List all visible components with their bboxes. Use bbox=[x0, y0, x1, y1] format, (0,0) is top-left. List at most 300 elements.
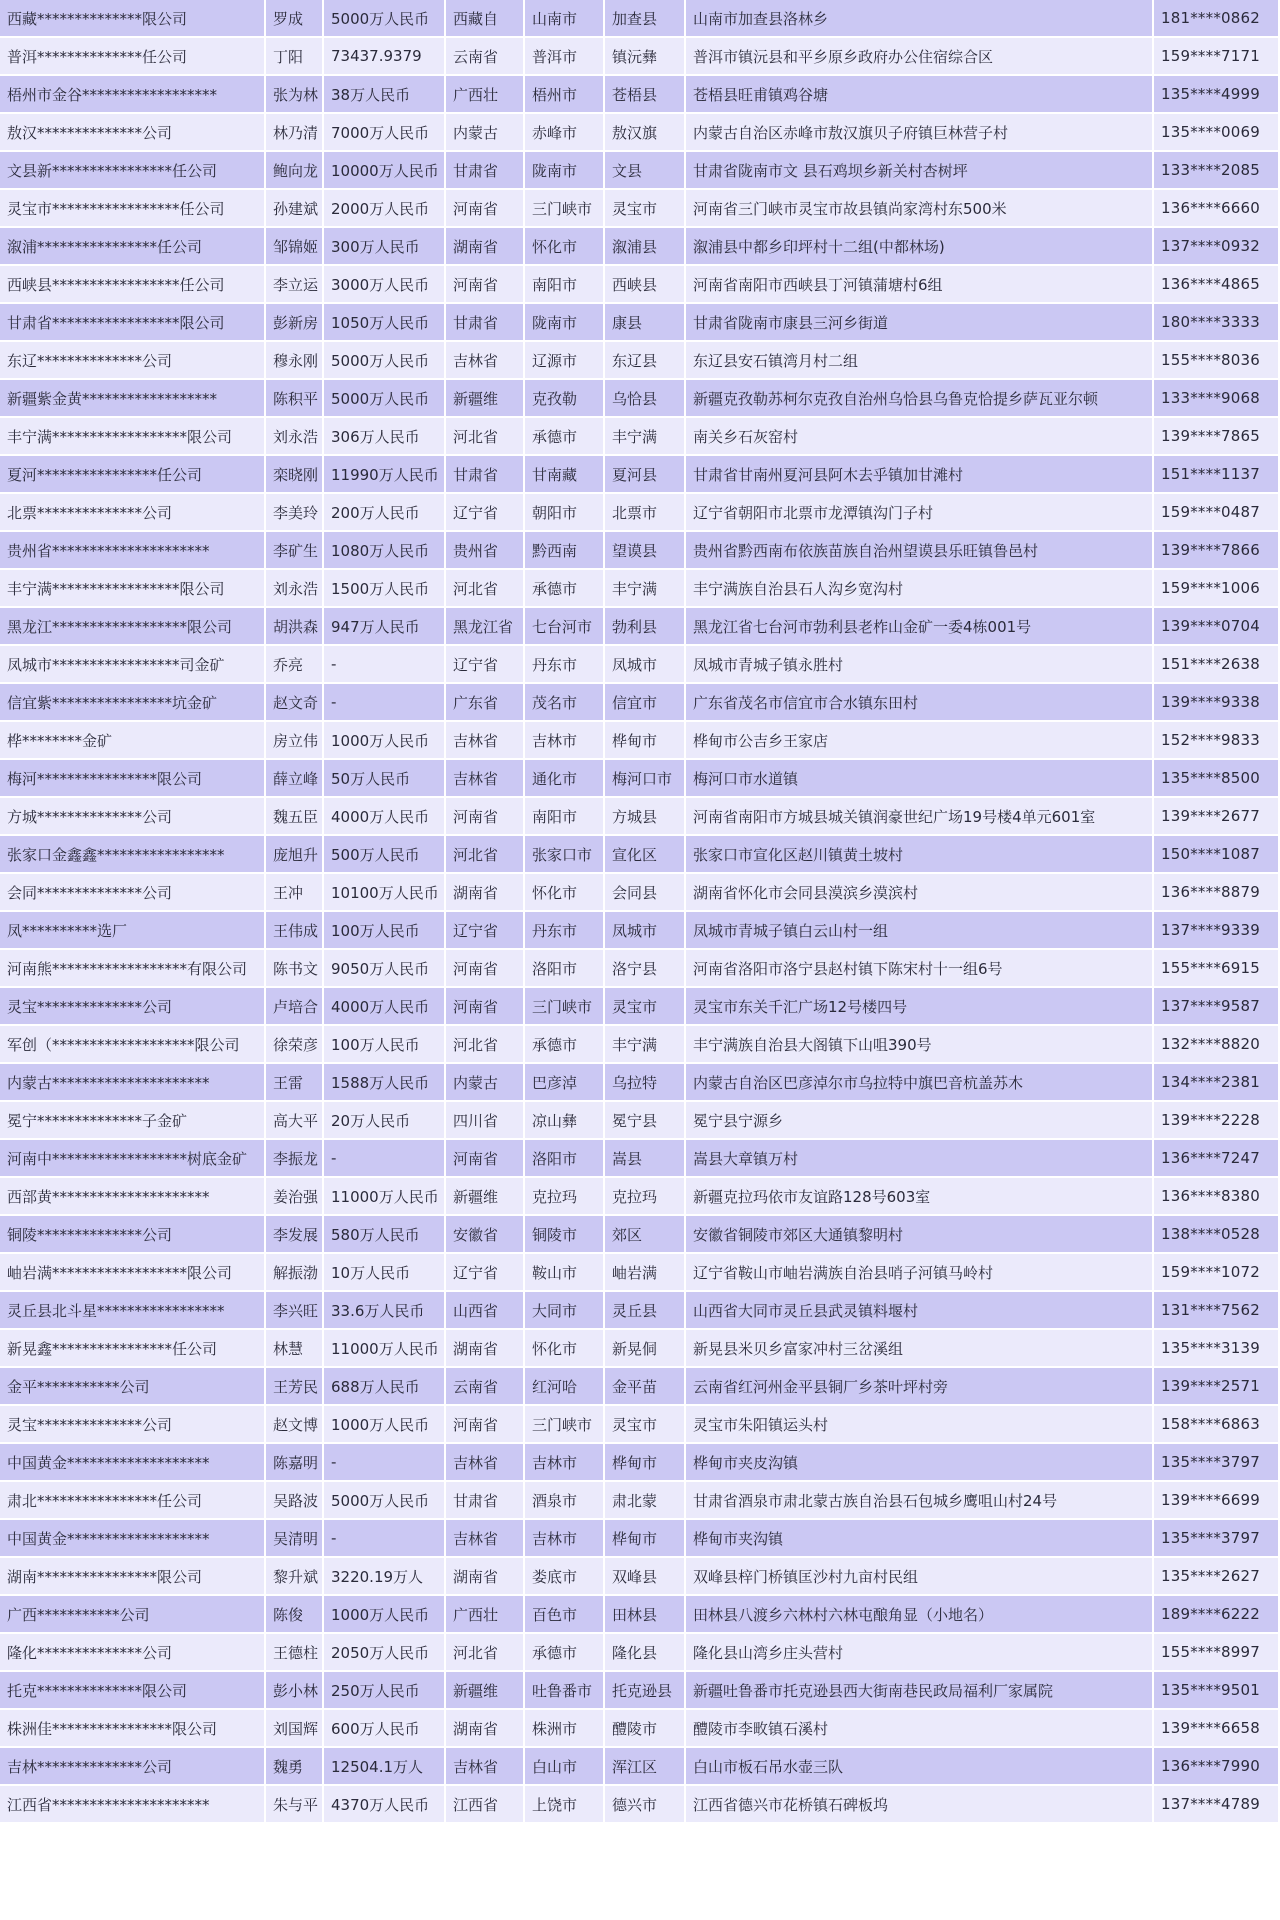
address-cell: 隆化县山湾乡庄头营村 bbox=[686, 1634, 1154, 1672]
legal-rep-cell: 穆永刚 bbox=[266, 342, 324, 380]
phone-cell: 151****2638 bbox=[1154, 646, 1280, 684]
address-cell: 内蒙古自治区巴彦淖尔市乌拉特中旗巴音杭盖苏木 bbox=[686, 1064, 1154, 1102]
table-row bbox=[0, 646, 1280, 684]
company-name-cell: 河南熊******************有限公司 bbox=[0, 950, 266, 988]
address-cell: 普洱市镇沅县和平乡原乡政府办公住宿综合区 bbox=[686, 38, 1154, 76]
table-row bbox=[0, 570, 1280, 608]
registered-capital-cell: 4370万人民币 bbox=[324, 1786, 446, 1824]
city-cell: 山南市 bbox=[525, 0, 605, 38]
phone-cell: 136****7990 bbox=[1154, 1748, 1280, 1786]
table-row bbox=[0, 1064, 1280, 1102]
address-cell: 贵州省黔西南布依族苗族自治州望谟县乐旺镇鲁邑村 bbox=[686, 532, 1154, 570]
registered-capital-cell: - bbox=[324, 684, 446, 722]
county-cell: 东辽县 bbox=[605, 342, 686, 380]
company-name-cell: 梅河****************限公司 bbox=[0, 760, 266, 798]
table-row bbox=[0, 722, 1280, 760]
city-cell: 陇南市 bbox=[525, 152, 605, 190]
city-cell: 朝阳市 bbox=[525, 494, 605, 532]
phone-cell: 151****1137 bbox=[1154, 456, 1280, 494]
table-row bbox=[0, 1102, 1280, 1140]
legal-rep-cell: 姜治强 bbox=[266, 1178, 324, 1216]
company-name-cell: 普洱**************任公司 bbox=[0, 38, 266, 76]
legal-rep-cell: 赵文奇 bbox=[266, 684, 324, 722]
phone-cell: 136****8380 bbox=[1154, 1178, 1280, 1216]
county-cell: 桦甸市 bbox=[605, 1444, 686, 1482]
county-cell: 溆浦县 bbox=[605, 228, 686, 266]
city-cell: 三门峡市 bbox=[525, 190, 605, 228]
company-name-cell: 桦********金矿 bbox=[0, 722, 266, 760]
registered-capital-cell: 1588万人民币 bbox=[324, 1064, 446, 1102]
legal-rep-cell: 赵文博 bbox=[266, 1406, 324, 1444]
address-cell: 江西省德兴市花桥镇石碑板坞 bbox=[686, 1786, 1154, 1824]
table-row bbox=[0, 1254, 1280, 1292]
table-row bbox=[0, 1710, 1280, 1748]
province-cell: 辽宁省 bbox=[446, 1254, 525, 1292]
address-cell: 张家口市宣化区赵川镇黄土坡村 bbox=[686, 836, 1154, 874]
province-cell: 江西省 bbox=[446, 1786, 525, 1824]
table-row bbox=[0, 1596, 1280, 1634]
province-cell: 河北省 bbox=[446, 1634, 525, 1672]
city-cell: 普洱市 bbox=[525, 38, 605, 76]
address-cell: 辽宁省鞍山市岫岩满族自治县哨子河镇马岭村 bbox=[686, 1254, 1154, 1292]
province-cell: 云南省 bbox=[446, 38, 525, 76]
province-cell: 吉林省 bbox=[446, 1444, 525, 1482]
legal-rep-cell: 张为林 bbox=[266, 76, 324, 114]
registered-capital-cell: 33.6万人民币 bbox=[324, 1292, 446, 1330]
company-name-cell: 灵宝**************公司 bbox=[0, 1406, 266, 1444]
address-cell: 甘肃省甘南州夏河县阿木去乎镇加甘滩村 bbox=[686, 456, 1154, 494]
city-cell: 大同市 bbox=[525, 1292, 605, 1330]
address-cell: 广东省茂名市信宜市合水镇东田村 bbox=[686, 684, 1154, 722]
table-row bbox=[0, 798, 1280, 836]
county-cell: 梅河口市 bbox=[605, 760, 686, 798]
company-name-cell: 溆浦****************任公司 bbox=[0, 228, 266, 266]
address-cell: 黑龙江省七台河市勃利县老柞山金矿一委4栋001号 bbox=[686, 608, 1154, 646]
company-name-cell: 夏河****************任公司 bbox=[0, 456, 266, 494]
city-cell: 白山市 bbox=[525, 1748, 605, 1786]
county-cell: 肃北蒙 bbox=[605, 1482, 686, 1520]
company-name-cell: 东辽**************公司 bbox=[0, 342, 266, 380]
province-cell: 内蒙古 bbox=[446, 1064, 525, 1102]
registered-capital-cell: 1500万人民币 bbox=[324, 570, 446, 608]
registered-capital-cell: 12504.1万人 bbox=[324, 1748, 446, 1786]
legal-rep-cell: 王芳民 bbox=[266, 1368, 324, 1406]
city-cell: 南阳市 bbox=[525, 266, 605, 304]
address-cell: 新疆克孜勒苏柯尔克孜自治州乌恰县乌鲁克恰提乡萨瓦亚尔顿 bbox=[686, 380, 1154, 418]
company-name-cell: 西部黄********************* bbox=[0, 1178, 266, 1216]
legal-rep-cell: 卢培合 bbox=[266, 988, 324, 1026]
city-cell: 丹东市 bbox=[525, 646, 605, 684]
registered-capital-cell: 688万人民币 bbox=[324, 1368, 446, 1406]
province-cell: 河南省 bbox=[446, 266, 525, 304]
phone-cell: 137****9339 bbox=[1154, 912, 1280, 950]
registered-capital-cell: 947万人民币 bbox=[324, 608, 446, 646]
registered-capital-cell: 11000万人民币 bbox=[324, 1178, 446, 1216]
province-cell: 河北省 bbox=[446, 836, 525, 874]
address-cell: 凤城市青城子镇永胜村 bbox=[686, 646, 1154, 684]
phone-cell: 189****6222 bbox=[1154, 1596, 1280, 1634]
city-cell: 梧州市 bbox=[525, 76, 605, 114]
company-name-cell: 灵宝**************公司 bbox=[0, 988, 266, 1026]
phone-cell: 180****3333 bbox=[1154, 304, 1280, 342]
address-cell: 灵宝市东关千汇广场12号楼四号 bbox=[686, 988, 1154, 1026]
phone-cell: 131****7562 bbox=[1154, 1292, 1280, 1330]
company-name-cell: 江西省********************* bbox=[0, 1786, 266, 1824]
registered-capital-cell: 1050万人民币 bbox=[324, 304, 446, 342]
registered-capital-cell: 306万人民币 bbox=[324, 418, 446, 456]
county-cell: 克拉玛 bbox=[605, 1178, 686, 1216]
legal-rep-cell: 朱与平 bbox=[266, 1786, 324, 1824]
city-cell: 南阳市 bbox=[525, 798, 605, 836]
table-row bbox=[0, 38, 1280, 76]
province-cell: 安徽省 bbox=[446, 1216, 525, 1254]
registered-capital-cell: 11000万人民币 bbox=[324, 1330, 446, 1368]
province-cell: 吉林省 bbox=[446, 1748, 525, 1786]
province-cell: 河南省 bbox=[446, 1406, 525, 1444]
registered-capital-cell: 200万人民币 bbox=[324, 494, 446, 532]
legal-rep-cell: 房立伟 bbox=[266, 722, 324, 760]
city-cell: 通化市 bbox=[525, 760, 605, 798]
table-row bbox=[0, 912, 1280, 950]
county-cell: 郊区 bbox=[605, 1216, 686, 1254]
table-row bbox=[0, 1748, 1280, 1786]
registered-capital-cell: 2050万人民币 bbox=[324, 1634, 446, 1672]
city-cell: 丹东市 bbox=[525, 912, 605, 950]
county-cell: 嵩县 bbox=[605, 1140, 686, 1178]
table-row bbox=[0, 380, 1280, 418]
company-name-cell: 凤城市*****************司金矿 bbox=[0, 646, 266, 684]
province-cell: 辽宁省 bbox=[446, 646, 525, 684]
company-name-cell: 灵丘县北斗星***************** bbox=[0, 1292, 266, 1330]
registered-capital-cell: 2000万人民币 bbox=[324, 190, 446, 228]
city-cell: 凉山彝 bbox=[525, 1102, 605, 1140]
legal-rep-cell: 孙建斌 bbox=[266, 190, 324, 228]
legal-rep-cell: 吴清明 bbox=[266, 1520, 324, 1558]
address-cell: 河南省洛阳市洛宁县赵村镇下陈宋村十一组6号 bbox=[686, 950, 1154, 988]
legal-rep-cell: 李发展 bbox=[266, 1216, 324, 1254]
county-cell: 凤城市 bbox=[605, 912, 686, 950]
registered-capital-cell: 1000万人民币 bbox=[324, 722, 446, 760]
phone-cell: 159****1006 bbox=[1154, 570, 1280, 608]
province-cell: 四川省 bbox=[446, 1102, 525, 1140]
table-row bbox=[0, 1406, 1280, 1444]
phone-cell: 155****8997 bbox=[1154, 1634, 1280, 1672]
phone-cell: 133****2085 bbox=[1154, 152, 1280, 190]
company-name-cell: 敖汉**************公司 bbox=[0, 114, 266, 152]
legal-rep-cell: 栾晓刚 bbox=[266, 456, 324, 494]
county-cell: 丰宁满 bbox=[605, 418, 686, 456]
address-cell: 东辽县安石镇湾月村二组 bbox=[686, 342, 1154, 380]
county-cell: 乌恰县 bbox=[605, 380, 686, 418]
phone-cell: 137****4789 bbox=[1154, 1786, 1280, 1824]
registered-capital-cell: 10000万人民币 bbox=[324, 152, 446, 190]
province-cell: 湖南省 bbox=[446, 1330, 525, 1368]
registered-capital-cell: 1080万人民币 bbox=[324, 532, 446, 570]
table-row bbox=[0, 532, 1280, 570]
county-cell: 田林县 bbox=[605, 1596, 686, 1634]
city-cell: 铜陵市 bbox=[525, 1216, 605, 1254]
registered-capital-cell: 3000万人民币 bbox=[324, 266, 446, 304]
phone-cell: 136****8879 bbox=[1154, 874, 1280, 912]
phone-cell: 137****0932 bbox=[1154, 228, 1280, 266]
city-cell: 怀化市 bbox=[525, 1330, 605, 1368]
county-cell: 浑江区 bbox=[605, 1748, 686, 1786]
company-name-cell: 北票**************公司 bbox=[0, 494, 266, 532]
address-cell: 山西省大同市灵丘县武灵镇料堰村 bbox=[686, 1292, 1154, 1330]
phone-cell: 152****9833 bbox=[1154, 722, 1280, 760]
registered-capital-cell: 20万人民币 bbox=[324, 1102, 446, 1140]
registered-capital-cell: 5000万人民币 bbox=[324, 1482, 446, 1520]
province-cell: 河北省 bbox=[446, 570, 525, 608]
company-name-cell: 西藏**************限公司 bbox=[0, 0, 266, 38]
company-name-cell: 中国黄金******************* bbox=[0, 1520, 266, 1558]
table-row bbox=[0, 1026, 1280, 1064]
table-row bbox=[0, 950, 1280, 988]
legal-rep-cell: 林乃清 bbox=[266, 114, 324, 152]
address-cell: 河南省三门峡市灵宝市故县镇尚家湾村东500米 bbox=[686, 190, 1154, 228]
province-cell: 甘肃省 bbox=[446, 152, 525, 190]
address-cell: 湖南省怀化市会同县漠滨乡漠滨村 bbox=[686, 874, 1154, 912]
city-cell: 陇南市 bbox=[525, 304, 605, 342]
phone-cell: 139****0704 bbox=[1154, 608, 1280, 646]
city-cell: 巴彦淖 bbox=[525, 1064, 605, 1102]
province-cell: 河南省 bbox=[446, 1140, 525, 1178]
county-cell: 康县 bbox=[605, 304, 686, 342]
table-row bbox=[0, 608, 1280, 646]
county-cell: 德兴市 bbox=[605, 1786, 686, 1824]
registered-capital-cell: 50万人民币 bbox=[324, 760, 446, 798]
table-row bbox=[0, 494, 1280, 532]
county-cell: 桦甸市 bbox=[605, 722, 686, 760]
county-cell: 灵宝市 bbox=[605, 1406, 686, 1444]
company-name-cell: 湖南****************限公司 bbox=[0, 1558, 266, 1596]
registered-capital-cell: - bbox=[324, 1444, 446, 1482]
province-cell: 甘肃省 bbox=[446, 1482, 525, 1520]
table-row bbox=[0, 760, 1280, 798]
table-row bbox=[0, 874, 1280, 912]
address-cell: 梅河口市水道镇 bbox=[686, 760, 1154, 798]
address-cell: 桦甸市公吉乡王家店 bbox=[686, 722, 1154, 760]
legal-rep-cell: 李兴旺 bbox=[266, 1292, 324, 1330]
legal-rep-cell: 彭新房 bbox=[266, 304, 324, 342]
province-cell: 吉林省 bbox=[446, 1520, 525, 1558]
county-cell: 宣化区 bbox=[605, 836, 686, 874]
province-cell: 新疆维 bbox=[446, 1672, 525, 1710]
province-cell: 吉林省 bbox=[446, 760, 525, 798]
registered-capital-cell: 100万人民币 bbox=[324, 1026, 446, 1064]
city-cell: 百色市 bbox=[525, 1596, 605, 1634]
company-name-cell: 西峡县*****************任公司 bbox=[0, 266, 266, 304]
registered-capital-cell: 3220.19万人 bbox=[324, 1558, 446, 1596]
county-cell: 会同县 bbox=[605, 874, 686, 912]
city-cell: 酒泉市 bbox=[525, 1482, 605, 1520]
legal-rep-cell: 罗成 bbox=[266, 0, 324, 38]
phone-cell: 139****6699 bbox=[1154, 1482, 1280, 1520]
county-cell: 灵宝市 bbox=[605, 190, 686, 228]
province-cell: 广西壮 bbox=[446, 76, 525, 114]
table-row bbox=[0, 76, 1280, 114]
table-row bbox=[0, 1292, 1280, 1330]
province-cell: 甘肃省 bbox=[446, 456, 525, 494]
registered-capital-cell: 1000万人民币 bbox=[324, 1406, 446, 1444]
address-cell: 南关乡石灰窑村 bbox=[686, 418, 1154, 456]
legal-rep-cell: 李振龙 bbox=[266, 1140, 324, 1178]
registered-capital-cell: 1000万人民币 bbox=[324, 1596, 446, 1634]
table-row bbox=[0, 418, 1280, 456]
phone-cell: 155****8036 bbox=[1154, 342, 1280, 380]
legal-rep-cell: 徐荣彦 bbox=[266, 1026, 324, 1064]
phone-cell: 135****0069 bbox=[1154, 114, 1280, 152]
phone-cell: 134****2381 bbox=[1154, 1064, 1280, 1102]
province-cell: 河北省 bbox=[446, 418, 525, 456]
phone-cell: 135****9501 bbox=[1154, 1672, 1280, 1710]
phone-cell: 139****7865 bbox=[1154, 418, 1280, 456]
table-row bbox=[0, 1444, 1280, 1482]
address-cell: 嵩县大章镇万村 bbox=[686, 1140, 1154, 1178]
legal-rep-cell: 邹锦姬 bbox=[266, 228, 324, 266]
registered-capital-cell: 10100万人民币 bbox=[324, 874, 446, 912]
county-cell: 新晃侗 bbox=[605, 1330, 686, 1368]
company-name-cell: 甘肃省*****************限公司 bbox=[0, 304, 266, 342]
company-name-cell: 新疆紫金黄****************** bbox=[0, 380, 266, 418]
province-cell: 湖南省 bbox=[446, 1558, 525, 1596]
county-cell: 洛宁县 bbox=[605, 950, 686, 988]
phone-cell: 135****4999 bbox=[1154, 76, 1280, 114]
table-row bbox=[0, 1216, 1280, 1254]
company-name-cell: 丰宁满*****************限公司 bbox=[0, 570, 266, 608]
company-name-cell: 张家口金鑫鑫***************** bbox=[0, 836, 266, 874]
table-row bbox=[0, 1178, 1280, 1216]
registered-capital-cell: 9050万人民币 bbox=[324, 950, 446, 988]
registered-capital-cell: 10万人民币 bbox=[324, 1254, 446, 1292]
address-cell: 甘肃省陇南市康县三河乡街道 bbox=[686, 304, 1154, 342]
county-cell: 凤城市 bbox=[605, 646, 686, 684]
legal-rep-cell: 魏勇 bbox=[266, 1748, 324, 1786]
city-cell: 承德市 bbox=[525, 1634, 605, 1672]
phone-cell: 139****2677 bbox=[1154, 798, 1280, 836]
legal-rep-cell: 乔亮 bbox=[266, 646, 324, 684]
province-cell: 广东省 bbox=[446, 684, 525, 722]
table-row bbox=[0, 228, 1280, 266]
city-cell: 茂名市 bbox=[525, 684, 605, 722]
county-cell: 加查县 bbox=[605, 0, 686, 38]
table-row bbox=[0, 266, 1280, 304]
phone-cell: 135****3139 bbox=[1154, 1330, 1280, 1368]
city-cell: 七台河市 bbox=[525, 608, 605, 646]
city-cell: 赤峰市 bbox=[525, 114, 605, 152]
county-cell: 托克逊县 bbox=[605, 1672, 686, 1710]
phone-cell: 159****1072 bbox=[1154, 1254, 1280, 1292]
address-cell: 新晃县米贝乡富家冲村三岔溪组 bbox=[686, 1330, 1154, 1368]
registered-capital-cell: 100万人民币 bbox=[324, 912, 446, 950]
legal-rep-cell: 鲍向龙 bbox=[266, 152, 324, 190]
city-cell: 承德市 bbox=[525, 418, 605, 456]
address-cell: 白山市板石吊水壶三队 bbox=[686, 1748, 1154, 1786]
registered-capital-cell: - bbox=[324, 646, 446, 684]
phone-cell: 139****7866 bbox=[1154, 532, 1280, 570]
county-cell: 北票市 bbox=[605, 494, 686, 532]
address-cell: 甘肃省酒泉市肃北蒙古族自治县石包城乡鹰咀山村24号 bbox=[686, 1482, 1154, 1520]
county-cell: 丰宁满 bbox=[605, 1026, 686, 1064]
address-cell: 河南省南阳市方城县城关镇润豪世纪广场19号楼4单元601室 bbox=[686, 798, 1154, 836]
phone-cell: 136****7247 bbox=[1154, 1140, 1280, 1178]
company-name-cell: 株洲佳****************限公司 bbox=[0, 1710, 266, 1748]
address-cell: 云南省红河州金平县铜厂乡茶叶坪村旁 bbox=[686, 1368, 1154, 1406]
legal-rep-cell: 王德柱 bbox=[266, 1634, 324, 1672]
province-cell: 新疆维 bbox=[446, 380, 525, 418]
registered-capital-cell: 73437.9379 bbox=[324, 38, 446, 76]
company-name-cell: 吉林**************公司 bbox=[0, 1748, 266, 1786]
legal-rep-cell: 彭小林 bbox=[266, 1672, 324, 1710]
company-name-cell: 会同**************公司 bbox=[0, 874, 266, 912]
legal-rep-cell: 吴路波 bbox=[266, 1482, 324, 1520]
county-cell: 桦甸市 bbox=[605, 1520, 686, 1558]
table-row bbox=[0, 1140, 1280, 1178]
legal-rep-cell: 黎升斌 bbox=[266, 1558, 324, 1596]
company-name-cell: 文县新****************任公司 bbox=[0, 152, 266, 190]
city-cell: 红河哈 bbox=[525, 1368, 605, 1406]
phone-cell: 139****2228 bbox=[1154, 1102, 1280, 1140]
province-cell: 山西省 bbox=[446, 1292, 525, 1330]
registered-capital-cell: - bbox=[324, 1520, 446, 1558]
table-row bbox=[0, 836, 1280, 874]
city-cell: 克拉玛 bbox=[525, 1178, 605, 1216]
registered-capital-cell: 7000万人民币 bbox=[324, 114, 446, 152]
table-row bbox=[0, 190, 1280, 228]
county-cell: 金平苗 bbox=[605, 1368, 686, 1406]
phone-cell: 158****6863 bbox=[1154, 1406, 1280, 1444]
county-cell: 醴陵市 bbox=[605, 1710, 686, 1748]
phone-cell: 135****2627 bbox=[1154, 1558, 1280, 1596]
province-cell: 黑龙江省 bbox=[446, 608, 525, 646]
table-row bbox=[0, 342, 1280, 380]
city-cell: 承德市 bbox=[525, 570, 605, 608]
county-cell: 方城县 bbox=[605, 798, 686, 836]
address-cell: 苍梧县旺甫镇鸡谷塘 bbox=[686, 76, 1154, 114]
table-row bbox=[0, 304, 1280, 342]
county-cell: 敖汉旗 bbox=[605, 114, 686, 152]
province-cell: 广西壮 bbox=[446, 1596, 525, 1634]
county-cell: 冕宁县 bbox=[605, 1102, 686, 1140]
legal-rep-cell: 陈积平 bbox=[266, 380, 324, 418]
phone-cell: 150****1087 bbox=[1154, 836, 1280, 874]
registered-capital-cell: 38万人民币 bbox=[324, 76, 446, 114]
province-cell: 西藏自 bbox=[446, 0, 525, 38]
city-cell: 吐鲁番市 bbox=[525, 1672, 605, 1710]
city-cell: 吉林市 bbox=[525, 1520, 605, 1558]
table-row bbox=[0, 988, 1280, 1026]
county-cell: 灵宝市 bbox=[605, 988, 686, 1026]
city-cell: 克孜勒 bbox=[525, 380, 605, 418]
registered-capital-cell: 5000万人民币 bbox=[324, 0, 446, 38]
city-cell: 承德市 bbox=[525, 1026, 605, 1064]
company-name-cell: 金平***********公司 bbox=[0, 1368, 266, 1406]
table-row bbox=[0, 152, 1280, 190]
province-cell: 甘肃省 bbox=[446, 304, 525, 342]
phone-cell: 136****4865 bbox=[1154, 266, 1280, 304]
address-cell: 新疆克拉玛依市友谊路128号603室 bbox=[686, 1178, 1154, 1216]
registered-capital-cell: 5000万人民币 bbox=[324, 342, 446, 380]
legal-rep-cell: 高大平 bbox=[266, 1102, 324, 1140]
city-cell: 三门峡市 bbox=[525, 988, 605, 1026]
county-cell: 隆化县 bbox=[605, 1634, 686, 1672]
company-name-cell: 岫岩满******************限公司 bbox=[0, 1254, 266, 1292]
city-cell: 张家口市 bbox=[525, 836, 605, 874]
address-cell: 新疆吐鲁番市托克逊县西大街南巷民政局福利厂家属院 bbox=[686, 1672, 1154, 1710]
address-cell: 河南省南阳市西峡县丁河镇蒲塘村6组 bbox=[686, 266, 1154, 304]
legal-rep-cell: 陈俊 bbox=[266, 1596, 324, 1634]
registered-capital-cell: 4000万人民币 bbox=[324, 798, 446, 836]
